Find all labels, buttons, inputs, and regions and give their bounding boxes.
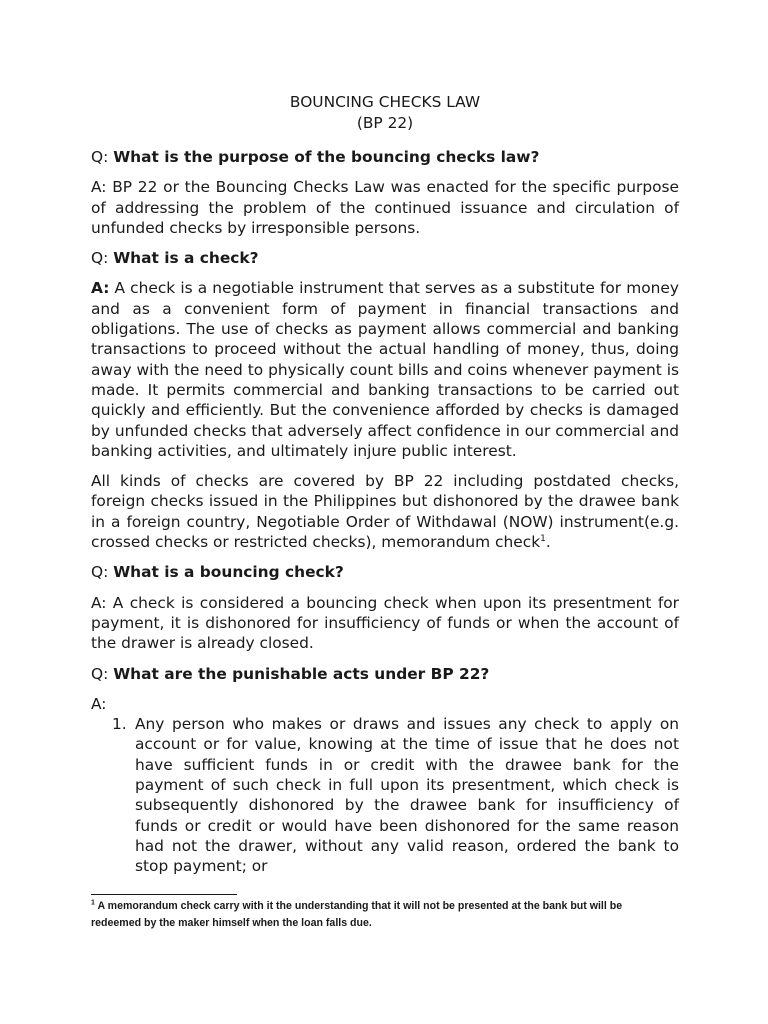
answer-end: . [545, 533, 551, 552]
question-text: What is the purpose of the bouncing checks law? [113, 148, 540, 166]
document-title [91, 92, 679, 133]
question-prefix: Q: [91, 249, 114, 268]
punishable-acts-list [91, 714, 679, 876]
question-prefix: Q: [91, 148, 114, 166]
title-line-1: BOUNCING CHECKS LAW [289, 93, 481, 111]
answer-text: A check is a negotiable instrument that serves as a substitute for money and as a convenient form of payment in financial transactions and obligations. The use of checks as payment allows commercial and banking transactions to proceed without the actual handling of money, thus, doing away with the need to physically count bills and coins whenever payment is made. It permits commercial and banking transactions to be carried out quickly and efficiently. But the convenience afforded by checks is damaged by unfunded checks that adversely affect confidence in our commercial and banking activities, and ultimately injure public interest. [91, 279, 679, 460]
answer-purpose: A: BP 22 or the Bouncing Checks Law was enacted for the specific purpose of addressing the problem of the continued issuance and circulation of unfunded checks by irresponsible persons. [91, 178, 679, 237]
list-item [112, 714, 679, 876]
footnote-mark: 1 [91, 899, 95, 907]
answer-text: All kinds of checks are covered by BP 22 including postdated checks, foreign checks issued in the Philippines but dishonored by the drawee bank in a foreign country, Negotiable Order of Withdawal (NOW) instrument(e.g. crossed checks or restricted checks), memorandum check [91, 472, 679, 552]
answer-check-kinds [91, 471, 679, 552]
question-prefix: Q: [91, 664, 114, 683]
question-prefix: Q: [91, 563, 114, 582]
answer-bouncing-check: A: A check is considered a bouncing check when upon its presentment for payment, it is dishonored for insufficiency of funds or when the account of the drawer is already closed. [91, 593, 679, 653]
footnote-text: A memorandum check carry with it the understanding that it will not be presented at the bank but will be redeemed by the maker himself when the loan falls due. [91, 900, 623, 929]
question-check [91, 248, 679, 268]
question-text: What is a bouncing check? [113, 563, 344, 582]
title-line-2: (BP 22) [356, 113, 414, 132]
question-bouncing-check [91, 562, 679, 582]
answer-lead: A: [91, 694, 107, 713]
question-punishable-acts [91, 664, 679, 684]
footnote [91, 898, 651, 932]
answer-check [91, 278, 679, 461]
question-purpose [91, 147, 679, 167]
footnote-reference[interactable]: 1 [540, 533, 546, 544]
question-text: What are the punishable acts under BP 22? [113, 664, 490, 683]
list-item-number: 1. [112, 715, 127, 734]
footnote-separator [91, 894, 237, 895]
question-text: What is a check? [113, 249, 259, 268]
list-item-text: Any person who makes or draws and issues any check to apply on account or for value, knowing at the time of issue that he does not have sufficient funds in or credit with the drawee bank for the payment of such check in full upon its presentment, which check is subsequently dishonored by the drawee bank for insufficiency of funds or credit or would have been dishonored for the same reason had not the drawer, without any valid reason, ordered the bank to stop payment; or [135, 715, 679, 876]
answer-lead: A: [91, 279, 110, 298]
answer-punishable-acts [91, 694, 679, 877]
